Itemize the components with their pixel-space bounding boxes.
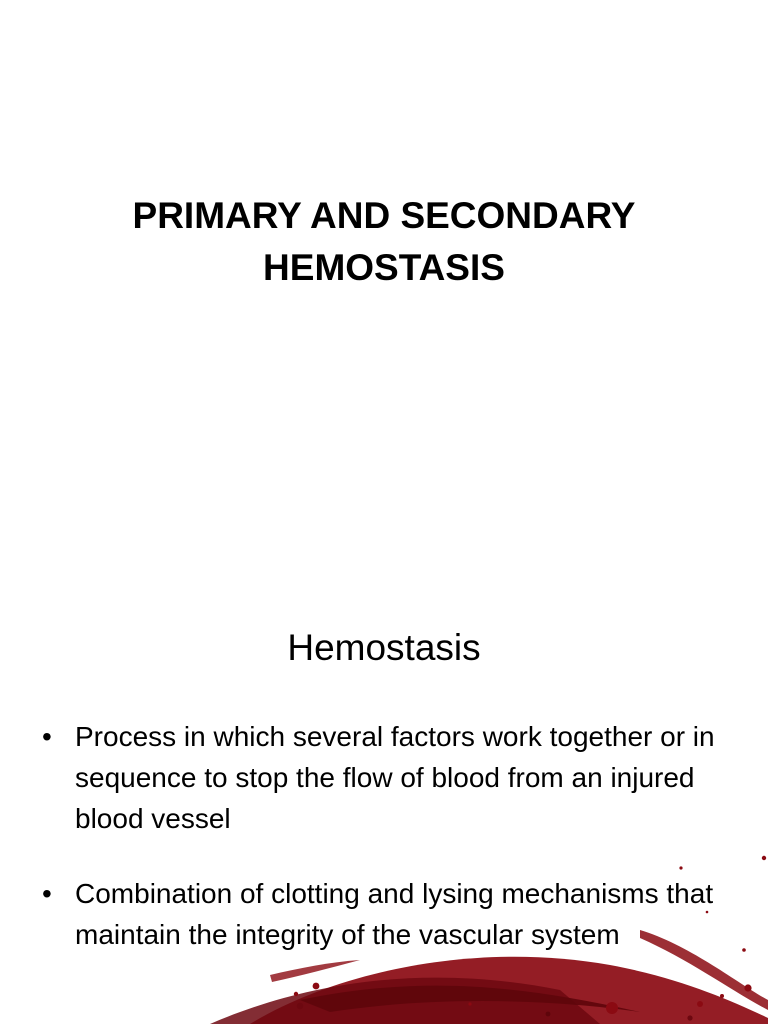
- bullet-item: [40, 716, 740, 839]
- bullet-text: Combination of clotting and lysing mechanisms that maintain the integrity of the vascular system: [75, 878, 714, 950]
- title-line-1: PRIMARY AND SECONDARY: [132, 195, 636, 236]
- bullet-marker: •: [42, 721, 52, 752]
- content-slide-title: Hemostasis: [287, 627, 481, 668]
- bullet-list: [40, 716, 740, 989]
- bullet-marker: •: [42, 878, 52, 909]
- bullet-item: [40, 873, 740, 955]
- slide-title: [0, 190, 768, 294]
- bullet-text: Process in which several factors work together or in sequence to stop the flow of blood from an injured blood vessel: [75, 721, 715, 834]
- title-line-2: HEMOSTASIS: [263, 247, 505, 288]
